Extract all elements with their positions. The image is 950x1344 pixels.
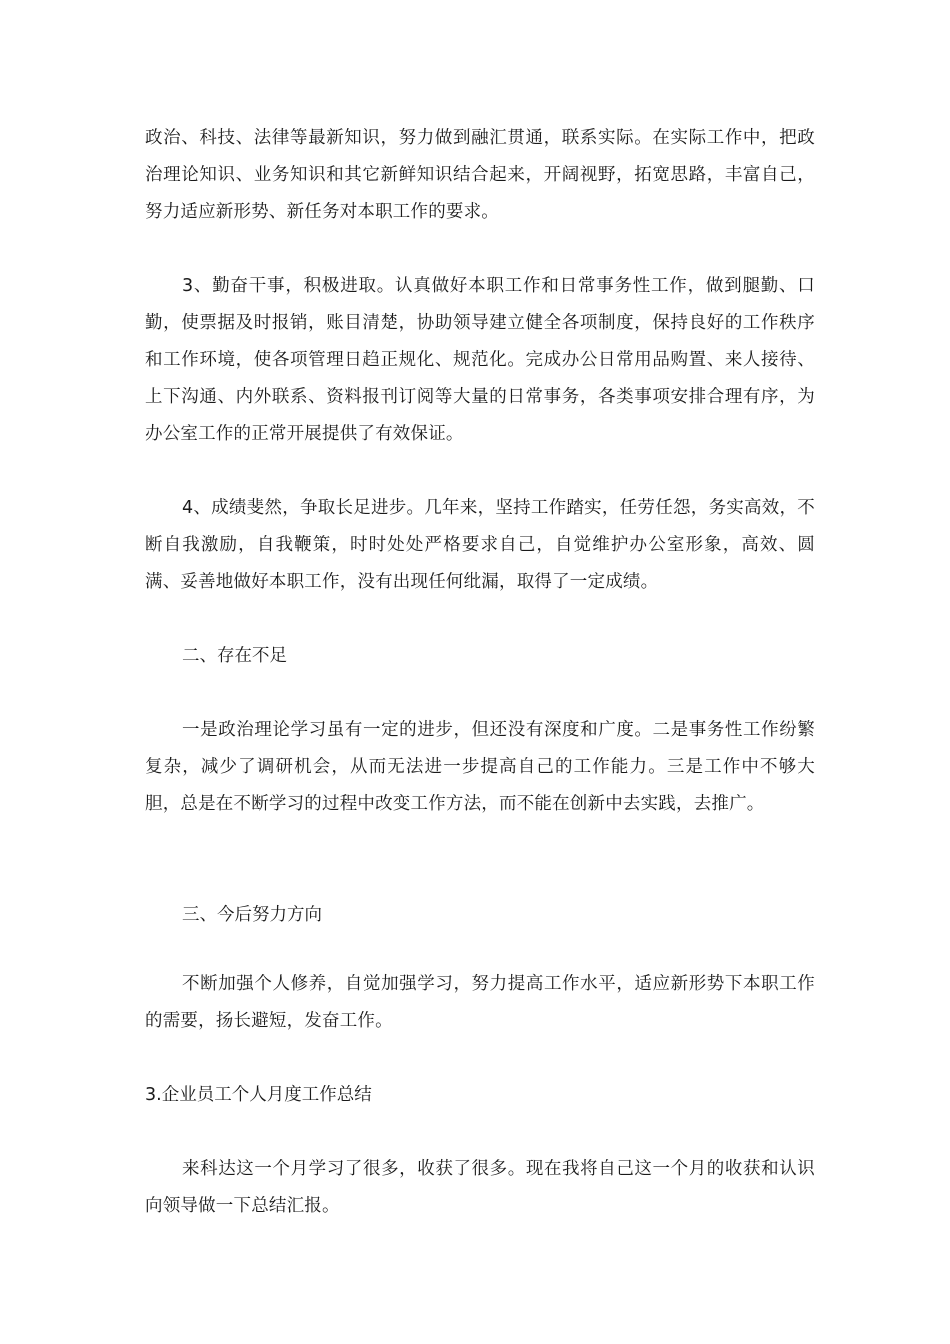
section-heading-monthly-summary: 3.企业员工个人月度工作总结 (145, 1085, 372, 1105)
section-heading-future-direction: 三、今后努力方向 (182, 905, 322, 925)
paragraph-monthly-summary-intro: 来科达这一个月学习了很多，收获了很多。现在我将自己这一个月的收获和认识向领导做一下总结汇报。 (145, 1159, 815, 1216)
paragraph-shortcomings: 一是政治理论学习虽有一定的进步，但还没有深度和广度。二是事务性工作纷繁复杂，减少了调研机会，从而无法进一步提高自己的工作能力。三是工作中不够大胆，总是在不断学习的过程中改变工作方法，而不能在创新中去实践，去推广。 (145, 720, 815, 814)
paragraph-study-continuation: 政治、科技、法律等最新知识，努力做到融汇贯通，联系实际。在实际工作中，把政治理论知识、业务知识和其它新鲜知识结合起来，开阔视野，拓宽思路，丰富自己，努力适应新形势、新任务对本职工作的要求。 (145, 128, 815, 222)
section-heading-shortcomings: 二、存在不足 (182, 646, 287, 666)
paragraph-future-direction: 不断加强个人修养，自觉加强学习，努力提高工作水平，适应新形势下本职工作的需要，扬长避短，发奋工作。 (145, 974, 815, 1031)
paragraph-diligent-work: 3、勤奋干事，积极进取。认真做好本职工作和日常事务性工作，做到腿勤、口勤，使票据及时报销，账目清楚，协助领导建立健全各项制度，保持良好的工作秩序和工作环境，使各项管理日趋正规化、规范化。完成办公日常用品购置、来人接待、上下沟通、内外联系、资料报刊订阅等大量的日常事务，各类事项安排合理有序，为办公室工作的正常开展提供了有效保证。 (145, 276, 815, 444)
paragraph-achievements: 4、成绩斐然，争取长足进步。几年来，坚持工作踏实，任劳任怨，务实高效，不断自我激励，自我鞭策，时时处处严格要求自己，自觉维护办公室形象，高效、圆满、妥善地做好本职工作，没有出现任何纰漏，取得了一定成绩。 (145, 498, 815, 592)
